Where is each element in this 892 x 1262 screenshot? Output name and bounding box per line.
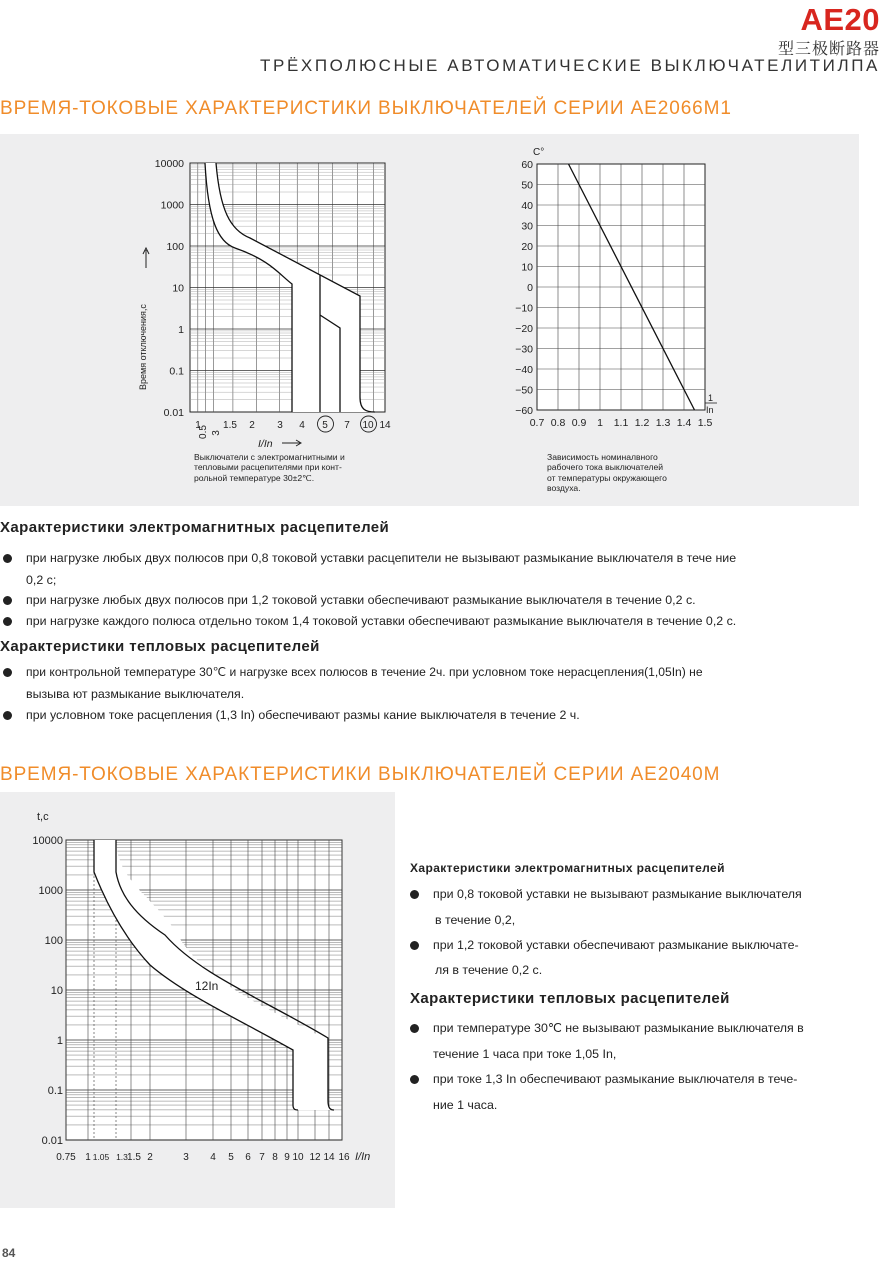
chart2-ytick: −50 bbox=[515, 384, 533, 397]
chart3-xtick: 1.3 bbox=[116, 1152, 128, 1162]
th2-item-1: при температуре 30℃ не вызывают размыкание выключателя в bbox=[433, 1021, 804, 1035]
chart2-ytick: 10 bbox=[521, 261, 533, 274]
bullet-icon bbox=[410, 941, 419, 950]
em2-item-2: при 1,2 токовой уставки обеспечивают размыкание выключате- bbox=[433, 938, 799, 952]
chart2-ytick: −60 bbox=[515, 405, 533, 417]
chart1-xtick: 10 bbox=[362, 420, 374, 431]
chart2-xlabel-top: 1 bbox=[708, 393, 714, 403]
th1-item-1-cont: вызыва ют размыкание выключателя. bbox=[26, 687, 245, 701]
chart1-xtick: 7 bbox=[344, 420, 350, 431]
chart2-ytick: 50 bbox=[521, 179, 533, 192]
bullet-icon bbox=[410, 1075, 419, 1084]
chart1-ytick: 10 bbox=[172, 282, 184, 295]
chart3-xtick: 16 bbox=[338, 1152, 350, 1163]
bullet-icon bbox=[3, 554, 12, 563]
chart3-xtick: 1.05 bbox=[92, 1152, 110, 1162]
chart3-xtick: 1 bbox=[85, 1152, 91, 1163]
chart3-ytick: 100 bbox=[44, 935, 63, 947]
em2-item-2-cont: ля в течение 0,2 с. bbox=[435, 963, 543, 977]
chart2-xtick: 1.4 bbox=[676, 417, 692, 429]
chart1-xtick: 5 bbox=[322, 420, 328, 431]
brand-subtitle-cn: 型三极断路器 bbox=[777, 41, 880, 58]
chart2-xtick: 1 bbox=[597, 417, 603, 429]
chart2-xtick: 0.8 bbox=[550, 417, 566, 429]
chart1-xlabel: I/In bbox=[258, 438, 273, 450]
chart2-xtick: 1.2 bbox=[634, 417, 650, 429]
chart1-caption: Выключатели с электромагнитными и тепловыми расцепителями при конт- рольной температуре 30±2℃. bbox=[194, 452, 345, 483]
chart1-xtick: 3 bbox=[277, 420, 283, 431]
chart2-ytick: 40 bbox=[521, 200, 533, 212]
chart1-xtick: 1 bbox=[195, 420, 201, 431]
chart2-ytick: 30 bbox=[521, 220, 533, 233]
chart2-xtick: 0.9 bbox=[571, 417, 587, 429]
chart2-ytick: 20 bbox=[521, 241, 533, 253]
chart1-xarrow bbox=[282, 440, 301, 446]
chart1-xtick: 14 bbox=[379, 420, 391, 431]
th1-heading: Характеристики тепловых расцепителей bbox=[0, 638, 320, 655]
chart1-ytick: 1 bbox=[178, 324, 184, 336]
chart1-xtick: 0.5 bbox=[198, 425, 209, 439]
em1-heading: Характеристики электромагнитных расцепителей bbox=[0, 519, 390, 536]
chart2-xlabel-bottom: In bbox=[706, 405, 714, 415]
chart3-xtick: 12 bbox=[309, 1152, 321, 1163]
chart1-ylabel: Время отключения,с bbox=[138, 304, 148, 390]
th2-item-2-cont: ние 1 часа. bbox=[433, 1098, 498, 1112]
chart2 bbox=[500, 142, 730, 442]
chart1-ytick: 10000 bbox=[154, 158, 184, 170]
bullet-icon bbox=[410, 1024, 419, 1033]
chart1-ytick: 0.1 bbox=[169, 365, 184, 378]
chart3-xtick: 6 bbox=[245, 1152, 251, 1163]
section1-title: ВРЕМЯ-ТОКОВЫЕ ХАРАКТЕРИСТИКИ ВЫКЛЮЧАТЕЛЕЙ СЕРИИ AE2066M1 bbox=[0, 98, 732, 119]
chart2-xtick: 0.7 bbox=[529, 417, 545, 429]
section1-panel bbox=[0, 134, 859, 506]
chart2-ytick: 60 bbox=[521, 159, 533, 171]
em2-item-1-cont: в течение 0,2, bbox=[435, 913, 516, 927]
chart3-ytick: 10 bbox=[50, 985, 63, 997]
chart3-xtick: 14 bbox=[323, 1152, 335, 1163]
brand-subtitle-ru: ТРЁХПОЛЮСНЫЕ АВТОМАТИЧЕСКИЕ ВЫКЛЮЧАТЕЛИТИЛПА bbox=[260, 56, 880, 75]
chart3-xtick: 0.75 bbox=[56, 1152, 76, 1163]
chart1-ytick: 1000 bbox=[160, 199, 184, 212]
th1-item-2: при условном токе расцепления (1,3 In) обеспечивают размы кание выключателя в течение 2 ч. bbox=[26, 708, 580, 722]
chart1-xtick: 1.5 bbox=[223, 420, 237, 431]
chart3-xtick: 8 bbox=[272, 1152, 278, 1163]
chart3-ytick: 1 bbox=[56, 1035, 63, 1047]
bullet-icon bbox=[3, 668, 12, 677]
chart1-ytick: 0.01 bbox=[163, 407, 184, 419]
em1-item-2: при нагрузке любых двух полюсов при 1,2 токовой уставки обеспечивают размыкание выключателя в течение 0,2 с. bbox=[26, 593, 696, 607]
chart3 bbox=[0, 800, 395, 1170]
chart1-xtick: 4 bbox=[299, 420, 305, 431]
chart2-grid bbox=[537, 164, 705, 410]
chart3-ylabel: t,c bbox=[37, 811, 49, 823]
chart2-ytick: −20 bbox=[515, 323, 533, 335]
chart2-ytick: −10 bbox=[515, 302, 533, 315]
chart3-xlabel: I/In bbox=[355, 1151, 371, 1163]
section2-title: ВРЕМЯ-ТОКОВЫЕ ХАРАКТЕРИСТИКИ ВЫКЛЮЧАТЕЛЕЙ СЕРИИ AE2040M bbox=[0, 764, 721, 785]
bullet-icon bbox=[3, 596, 12, 605]
chart2-ytick: −30 bbox=[515, 343, 533, 356]
th2-heading: Характеристики тепловых расцепителей bbox=[410, 990, 730, 1007]
em2-heading: Характеристики электромагнитных расцепителей bbox=[410, 861, 725, 875]
chart3-ytick: 0.01 bbox=[41, 1135, 63, 1147]
chart2-xtick: 1.5 bbox=[697, 417, 713, 429]
em1-item-1: при нагрузке любых двух полюсов при 0,8 токовой уставки расцепители не вызывают размыкание выключателя в тече ние bbox=[26, 551, 737, 565]
em1-item-3: при нагрузке каждого полюса отдельно током 1,4 токовой уставки обеспечивают размыкание выключателя в течение 0,2 с. bbox=[26, 614, 737, 628]
chart3-xtick: 9 bbox=[284, 1152, 290, 1163]
chart3-annotation: 12In bbox=[195, 979, 219, 993]
th2-item-1-cont: течение 1 часа при токе 1,05 In, bbox=[433, 1047, 617, 1061]
chart3-ytick: 0.1 bbox=[47, 1085, 63, 1097]
bullet-icon bbox=[3, 617, 12, 626]
brand-title: AE20 bbox=[800, 2, 880, 37]
chart2-xtick: 1.1 bbox=[613, 417, 629, 429]
chart2-ytick: 0 bbox=[527, 282, 533, 294]
chart3-xtick: 4 bbox=[210, 1152, 216, 1163]
th2-item-2: при токе 1,3 In обеспечивают размыкание выключателя в тече- bbox=[433, 1072, 798, 1086]
chart1 bbox=[130, 150, 400, 455]
chart2-caption: Зависимость номиналвного рабочего тока выключателей от температуры окружающего воздуха. bbox=[547, 452, 667, 494]
chart2-ytick: −40 bbox=[515, 364, 533, 376]
chart2-ylabel: C° bbox=[533, 147, 545, 158]
chart1-ytick: 100 bbox=[166, 241, 184, 253]
chart3-xtick: 5 bbox=[228, 1152, 234, 1163]
chart3-ytick: 10000 bbox=[32, 835, 63, 847]
bullet-icon bbox=[410, 890, 419, 899]
chart3-xtick: 3 bbox=[183, 1152, 189, 1163]
chart3-xtick: 7 bbox=[259, 1152, 265, 1163]
th1-item-1: при контрольной температуре 30℃ и нагрузке всех полюсов в течение 2ч. при условном токе нерасцепления(1,05In) не bbox=[26, 665, 703, 679]
page-number: 84 bbox=[2, 1246, 16, 1260]
chart3-xtick: 1.5 bbox=[127, 1152, 141, 1163]
chart2-xtick: 1.3 bbox=[655, 417, 671, 429]
em2-item-1: при 0,8 токовой уставки не вызывают размыкание выключателя bbox=[433, 887, 802, 901]
chart1-xtick: 2 bbox=[249, 420, 255, 431]
chart1-yarrow bbox=[143, 248, 149, 268]
chart3-xtick: 2 bbox=[147, 1152, 153, 1163]
bullet-icon bbox=[3, 711, 12, 720]
em1-item-1-cont: 0,2 с; bbox=[26, 573, 57, 587]
chart1-xtick: 3 bbox=[211, 430, 222, 436]
chart3-ytick: 1000 bbox=[38, 885, 63, 897]
chart3-xtick: 10 bbox=[292, 1152, 304, 1163]
